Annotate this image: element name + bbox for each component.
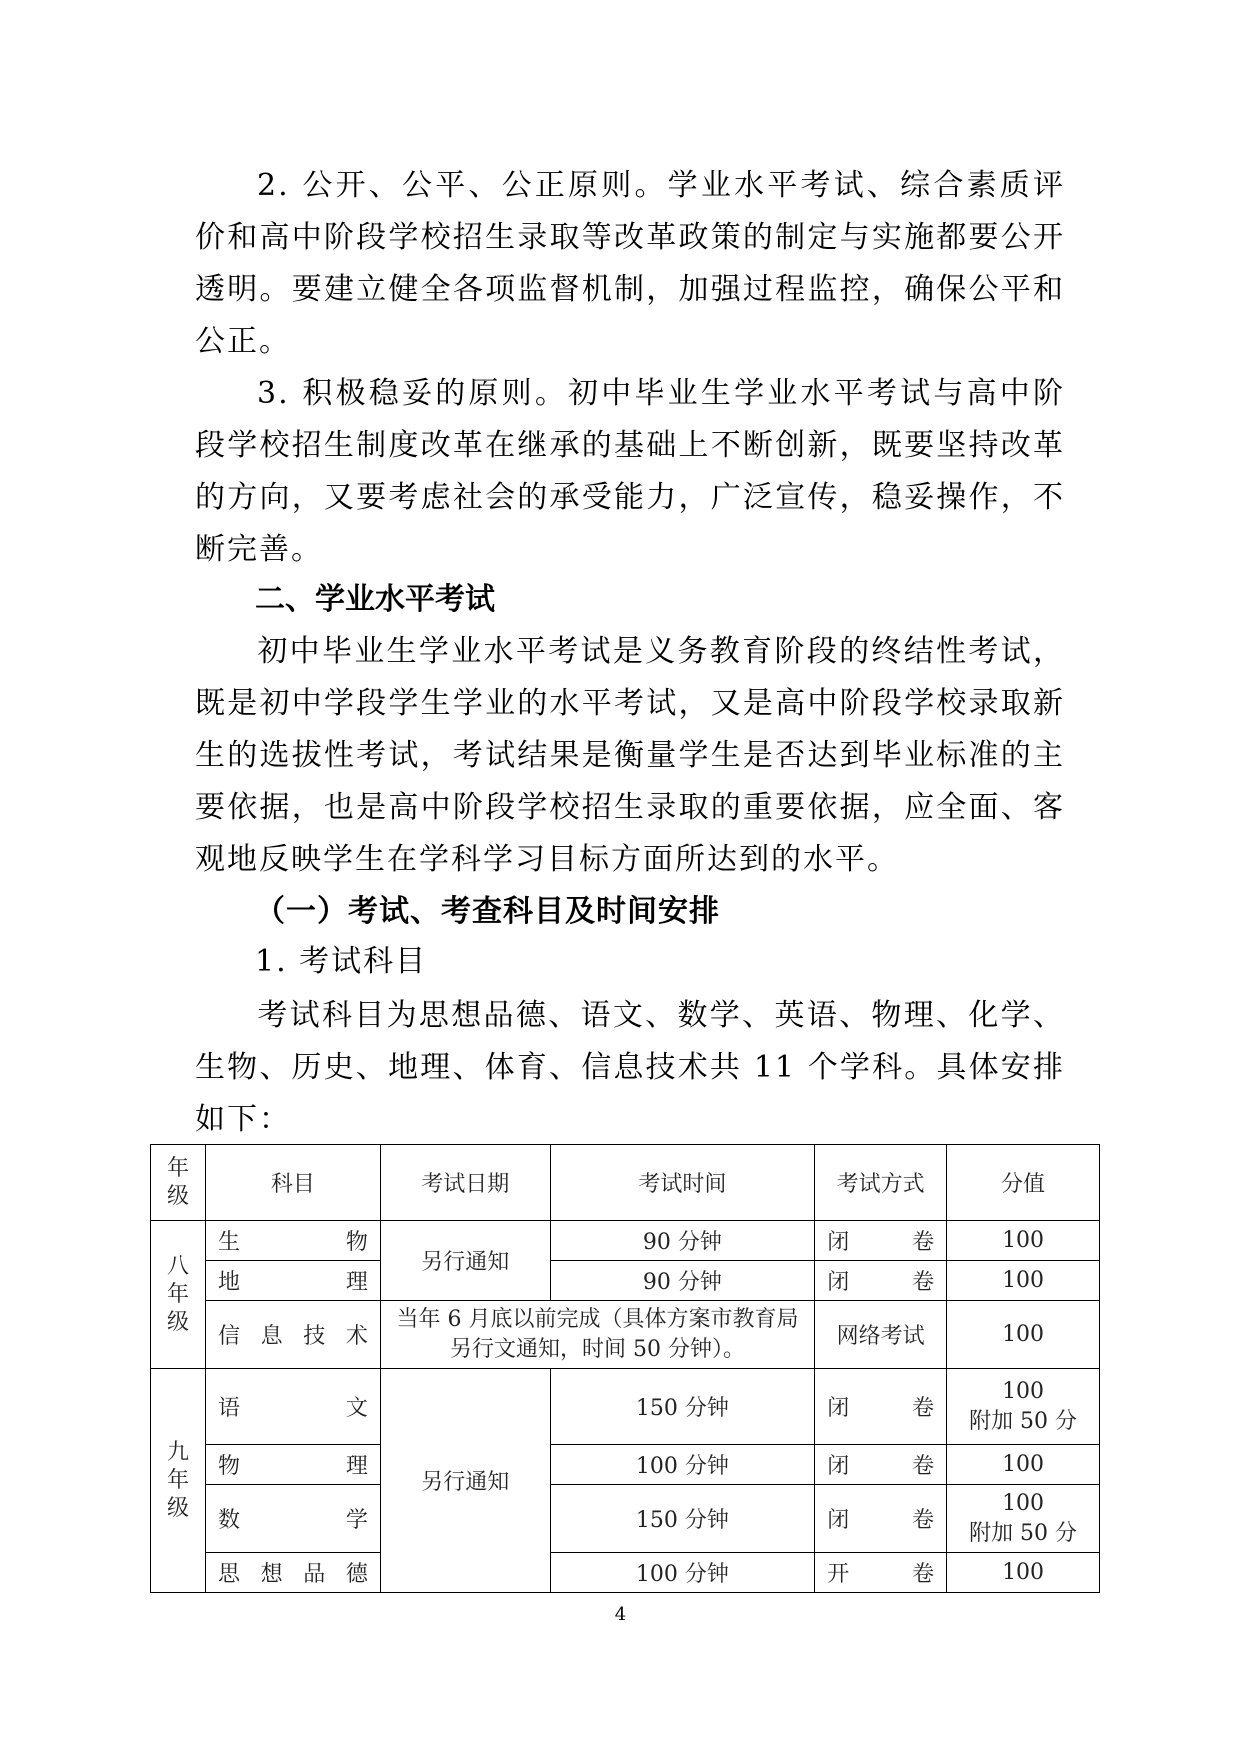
spread-char: 闭 [827, 1230, 850, 1255]
spread-char: 卷 [912, 1508, 935, 1533]
method-spread [815, 1557, 946, 1588]
table-row [151, 1301, 1100, 1369]
subject-cell [205, 1553, 380, 1593]
method-cell: 网络考试 [815, 1301, 947, 1369]
spread-char: 理 [345, 1270, 368, 1295]
date-cell: 另行通知 [380, 1221, 550, 1301]
spread-char: 生 [217, 1230, 240, 1255]
score-cell [947, 1485, 1100, 1553]
spread-char: 理 [345, 1454, 368, 1479]
method-spread [815, 1225, 946, 1256]
score-value: 100 [1002, 1378, 1045, 1404]
spread-char: 卷 [912, 1562, 935, 1587]
grade-char: 级 [166, 1183, 189, 1209]
paragraph-fairness: 2. 公开、公平、公正原则。学业水平考试、综合素质评价和高中阶段学校招生录取等改革政策的制定与实施都要公开透明。要建立健全各项监督机制，加强过程监控，确保公平和公正。 [195, 168, 1065, 359]
score-cell: 100 [947, 1301, 1100, 1369]
header-grade [151, 1145, 206, 1221]
info-note-cell: 当年 6 月底以前完成（具体方案市教育局另行文通知，时间 50 分钟）。 [380, 1301, 814, 1369]
header-date: 考试日期 [380, 1145, 550, 1221]
subject-spread [206, 1319, 380, 1350]
subject-cell [205, 1445, 380, 1485]
grade-char: 级 [166, 1309, 189, 1335]
table-row [151, 1221, 1100, 1261]
spread-char: 闭 [827, 1508, 850, 1533]
spread-char: 地 [217, 1270, 240, 1295]
subsection-heading: （一）考试、考查科目及时间安排 [255, 894, 720, 929]
header-subject: 科目 [205, 1145, 380, 1221]
paragraph-steady: 3. 积极稳妥的原则。初中毕业生学业水平考试与高中阶段学校招生制度改革在继承的基础上不断创新，既要坚持改革的方向，又要考虑社会的承受能力，广泛宣传，稳妥操作，不断完善。 [195, 376, 1065, 567]
table-row [151, 1553, 1100, 1593]
method-cell [815, 1445, 947, 1485]
subject-cell [205, 1261, 380, 1301]
subject-cell [205, 1485, 380, 1553]
table-row [151, 1445, 1100, 1485]
spread-char: 文 [345, 1396, 368, 1421]
spread-char: 物 [217, 1454, 240, 1479]
page-number: 4 [614, 1604, 627, 1625]
spread-char: 信 [217, 1324, 240, 1349]
spread-char: 品 [303, 1562, 326, 1587]
header-time: 考试时间 [550, 1145, 815, 1221]
score-cell: 100 [947, 1221, 1100, 1261]
subject-spread [206, 1449, 380, 1480]
spread-char: 卷 [912, 1396, 935, 1421]
grade-char: 级 [166, 1495, 189, 1521]
grade9-label [151, 1369, 206, 1593]
exam-schedule-table [150, 1144, 1100, 1593]
table-row [151, 1369, 1100, 1445]
score-value: 100 [1002, 1490, 1045, 1516]
subject-spread [206, 1225, 380, 1256]
spread-char: 思 [217, 1562, 240, 1587]
method-spread [815, 1503, 946, 1534]
paragraph-exam-intro: 初中毕业生学业水平考试是义务教育阶段的终结性考试，既是初中学段学生学业的水平考试，又是高中阶段学校录取新生的选拔性考试，考试结果是衡量学生是否达到毕业标准的主要依据，也是高中阶段学校招生录取的重要依据，应全面、客观地反映学生在学科学习目标方面所达到的水平。 [195, 634, 1065, 877]
subject-spread [206, 1265, 380, 1296]
subject-spread [206, 1503, 380, 1534]
subject-cell [205, 1369, 380, 1445]
spread-char: 学 [345, 1508, 368, 1533]
spread-char: 技 [303, 1324, 326, 1349]
time-cell: 150 分钟 [550, 1485, 815, 1553]
section-heading: 二、学业水平考试 [255, 582, 495, 617]
score-cell: 100 [947, 1445, 1100, 1485]
grade-char: 九 [166, 1439, 189, 1465]
time-cell: 100 分钟 [550, 1445, 815, 1485]
spread-char: 闭 [827, 1454, 850, 1479]
subject-spread [206, 1391, 380, 1422]
grade8-label [151, 1221, 206, 1369]
header-method: 考试方式 [815, 1145, 947, 1221]
subject-cell [205, 1221, 380, 1261]
spread-char: 术 [345, 1324, 368, 1349]
item-heading: 1. 考试科目 [255, 944, 428, 979]
spread-char: 息 [260, 1324, 283, 1349]
method-spread [815, 1391, 946, 1422]
table-header-row [151, 1145, 1100, 1221]
date-cell: 另行通知 [380, 1369, 550, 1593]
subject-cell [205, 1301, 380, 1369]
paragraph-subjects: 考试科目为思想品德、语文、数学、英语、物理、化学、生物、历史、地理、体育、信息技术共 11 个学科。具体安排如下： [195, 998, 1065, 1137]
spread-char: 闭 [827, 1270, 850, 1295]
grade-char: 年 [166, 1467, 189, 1493]
table-row [151, 1261, 1100, 1301]
time-cell: 150 分钟 [550, 1369, 815, 1445]
spread-char: 德 [345, 1562, 368, 1587]
header-score: 分值 [947, 1145, 1100, 1221]
spread-char: 语 [217, 1396, 240, 1421]
score-extra: 附加 50 分 [969, 1520, 1078, 1546]
grade-char: 八 [166, 1253, 189, 1279]
grade-char: 年 [166, 1281, 189, 1307]
spread-char: 想 [260, 1562, 283, 1587]
score-cell: 100 [947, 1261, 1100, 1301]
method-cell [815, 1261, 947, 1301]
method-spread [815, 1449, 946, 1480]
method-spread [815, 1265, 946, 1296]
spread-char: 闭 [827, 1396, 850, 1421]
spread-char: 卷 [912, 1454, 935, 1479]
method-cell [815, 1485, 947, 1553]
spread-char: 数 [217, 1508, 240, 1533]
time-cell: 90 分钟 [550, 1221, 815, 1261]
spread-char: 卷 [912, 1270, 935, 1295]
subject-spread [206, 1557, 380, 1588]
score-extra: 附加 50 分 [969, 1408, 1078, 1434]
grade-char: 年 [166, 1155, 189, 1181]
score-cell [947, 1369, 1100, 1445]
method-cell [815, 1553, 947, 1593]
spread-char: 开 [827, 1562, 850, 1587]
table-row [151, 1485, 1100, 1553]
score-cell: 100 [947, 1553, 1100, 1593]
spread-char: 卷 [912, 1230, 935, 1255]
method-cell [815, 1221, 947, 1261]
method-cell [815, 1369, 947, 1445]
spread-char: 物 [345, 1230, 368, 1255]
time-cell: 100 分钟 [550, 1553, 815, 1593]
time-cell: 90 分钟 [550, 1261, 815, 1301]
